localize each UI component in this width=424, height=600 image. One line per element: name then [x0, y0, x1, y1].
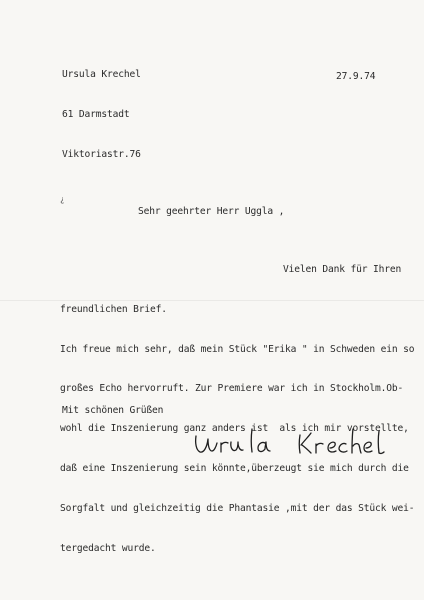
margin-mark: ¿	[60, 195, 65, 204]
sender-name: Ursula Krechel	[62, 69, 141, 80]
signature-scribble	[190, 423, 405, 467]
sender-street: Viktoriastr.76	[62, 149, 141, 160]
body-line: tergedacht wurde.	[60, 542, 156, 554]
sender-address	[62, 42, 141, 188]
body-line: Ich freue mich sehr, daß mein Stück "Erika " in Schweden ein so	[60, 343, 415, 355]
body-line: daß eine Inszenierung sein könnte,überzeugt sie mich durch die	[60, 462, 409, 474]
sender-city: 61 Darmstadt	[62, 109, 130, 120]
closing-line: Mit schönen Grüßen	[62, 405, 164, 416]
letter-date: 27.9.74	[336, 71, 376, 82]
body-line: Sorgfalt und gleichzeitig die Phantasie ,mit der das Stück wei-	[60, 502, 415, 514]
body-line: Vielen Dank für Ihren	[283, 264, 402, 275]
salutation: Sehr geehrter Herr Uggla ,	[138, 206, 285, 217]
handwritten-signature	[190, 423, 405, 467]
body-line: großes Echo hervorruft. Zur Premiere war ich in Stockholm.Ob-	[60, 383, 404, 395]
body-line: wohl die Inszenierung ganz anders ist als ich mir vorstellte,	[60, 423, 409, 435]
body-line: freundlichen Brief.	[60, 303, 167, 315]
